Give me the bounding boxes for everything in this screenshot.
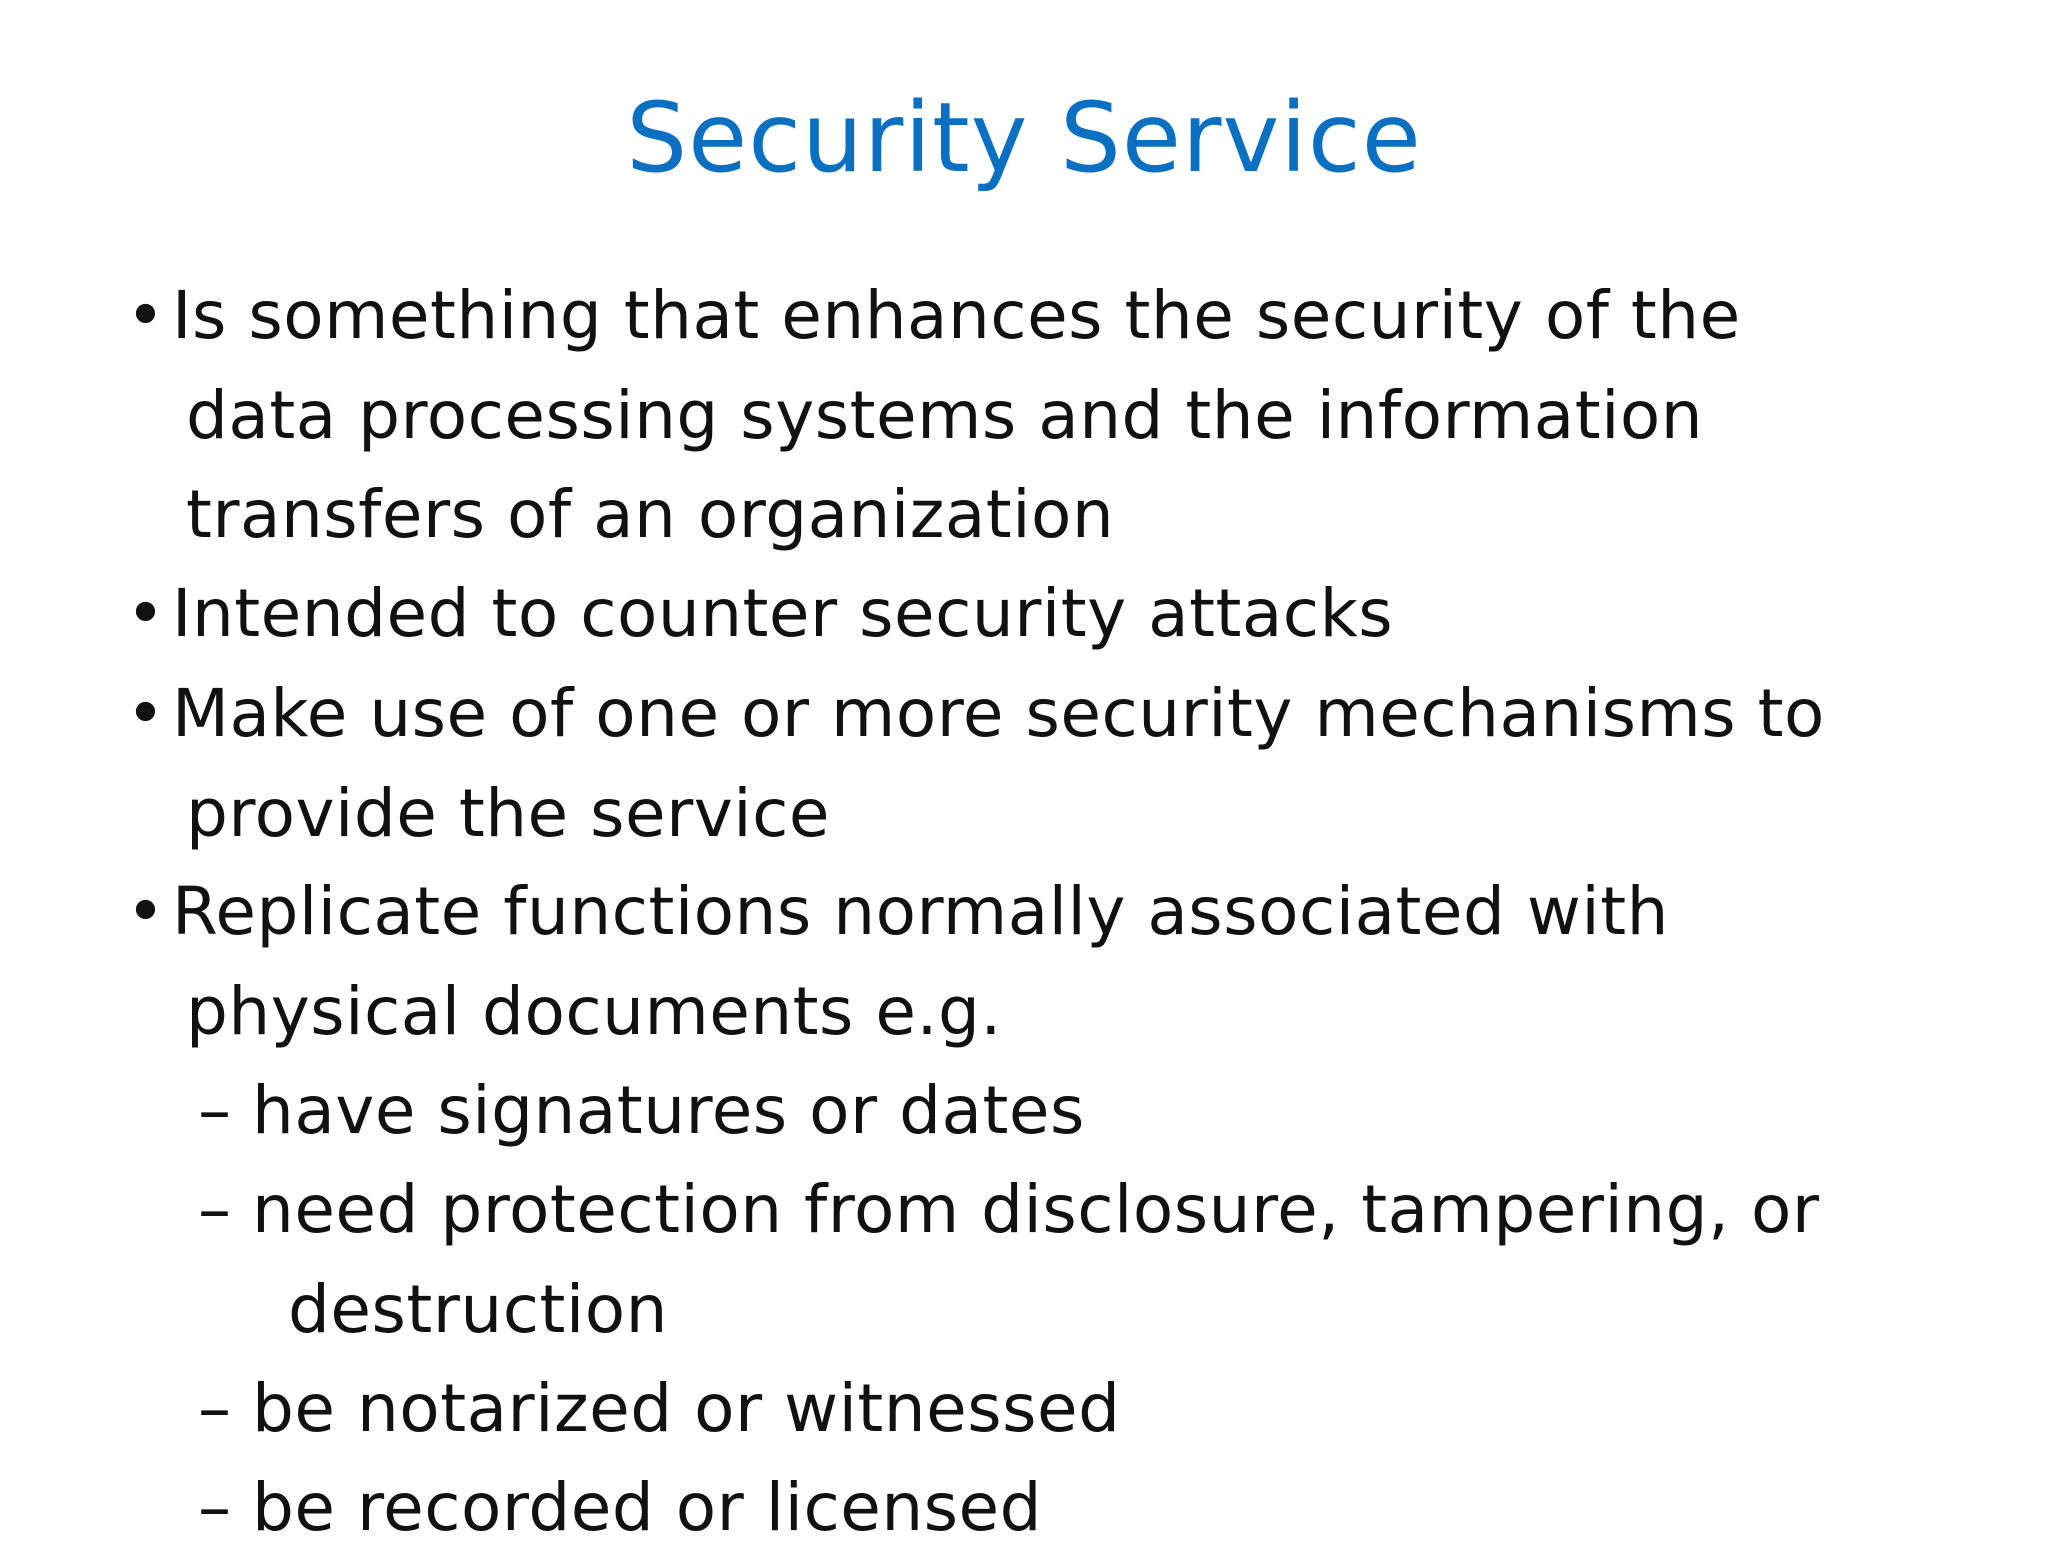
bullet-marker: • <box>126 277 165 354</box>
subitem-3-line-1: be notarized or witnessed <box>252 1370 1121 1447</box>
subitem-dash: – <box>198 1072 231 1149</box>
subitem-dash: – <box>198 1469 231 1546</box>
bullet-3-line-2: provide the service <box>186 775 831 852</box>
bullet-3-line-1: Make use of one or more security mechanisms to <box>172 675 1825 752</box>
bullet-1-line-2: data processing systems and the information <box>186 377 1704 454</box>
subitem-2-line-1: need protection from disclosure, tampering, or <box>252 1171 1820 1248</box>
subitem-dash: – <box>198 1370 231 1447</box>
subitem-2-line-2: destruction <box>288 1271 668 1348</box>
bullet-2-line-1: Intended to counter security attacks <box>172 575 1394 652</box>
bullet-4-line-1: Replicate functions normally associated with <box>172 873 1669 950</box>
subitem-dash: – <box>198 1171 231 1248</box>
bullet-marker: • <box>126 873 165 950</box>
bullet-marker: • <box>126 675 165 752</box>
bullet-1-line-1: Is something that enhances the security of the <box>172 277 1741 354</box>
bullet-1-line-3: transfers of an organization <box>186 476 1115 553</box>
subitem-1-line-1: have signatures or dates <box>252 1072 1085 1149</box>
subitem-4-line-1: be recorded or licensed <box>252 1469 1043 1546</box>
bullet-4-line-2: physical documents e.g. <box>186 973 1002 1050</box>
bullet-marker: • <box>126 575 165 652</box>
slide-title: Security Service <box>626 82 1422 194</box>
